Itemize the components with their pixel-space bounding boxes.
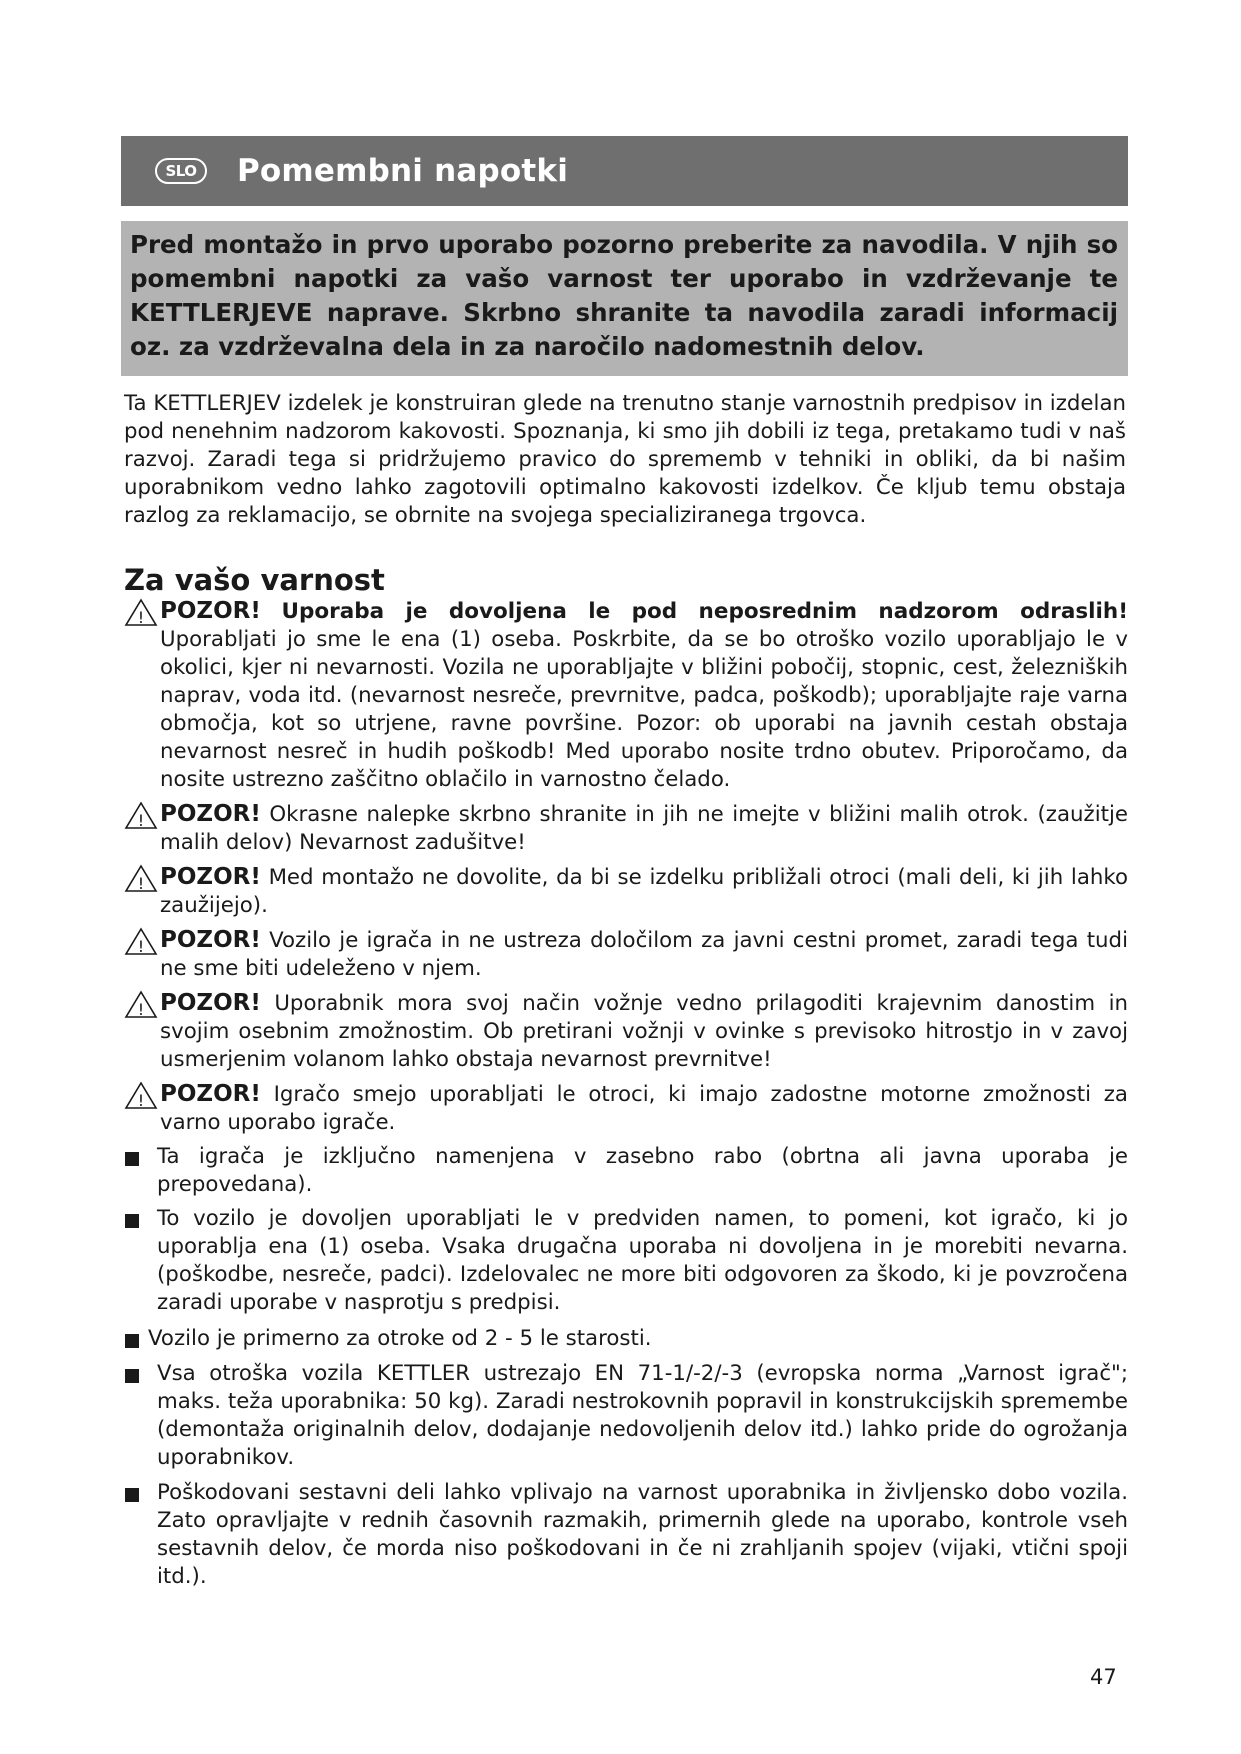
warning-bold-text: Uporaba je dovoljena le pod neposrednim nadzorom odraslih! — [281, 599, 1128, 624]
square-bullet-icon — [125, 1488, 139, 1502]
language-badge: SLO — [155, 158, 207, 184]
page-title: Pomembni napotki — [237, 153, 569, 189]
warning-text: Med montažo ne dovolite, da bi se izdelku približali otroci (mali deli, ki jih lahko zaužijejo). — [160, 865, 1128, 918]
intro-text: Pred montažo in prvo uporabo pozorno preberite za navodila. V njih so pomembni napotki za vašo varnost ter uporabo in vzdrževanje te KETTLERJEVE naprave. Skrbno shranite ta navodila zaradi informacij oz. za vzdrževalna dela in za naročilo nadomestnih delov. — [130, 230, 1118, 361]
warning-label: POZOR! — [160, 1081, 261, 1107]
warning-item — [124, 800, 1128, 857]
page-number: 47 — [1090, 1665, 1117, 1689]
svg-text:!: ! — [137, 1091, 145, 1110]
header-banner — [121, 136, 1128, 206]
warning-label: POZOR! — [160, 864, 261, 890]
square-bullet-icon — [125, 1214, 139, 1228]
warning-text: Okrasne nalepke skrbno shranite in jih ne imejte v bližini malih otrok. (zaužitje malih delov) Nevarnost zadušitve! — [160, 802, 1128, 855]
bullet-item — [124, 1143, 1128, 1199]
warning-triangle-icon — [124, 863, 158, 893]
svg-text:!: ! — [137, 608, 145, 627]
svg-text:!: ! — [137, 811, 145, 830]
square-bullet-icon — [125, 1152, 139, 1166]
bullet-text: To vozilo je dovoljen uporabljati le v predviden namen, to pomeni, kot igračo, ki jo uporablja ena (1) oseba. Vsaka drugačna uporaba ni dovoljena in je morebiti nevarna. (poškodbe, nesreče, padci). Izdelovalec ne more biti odgovoren za škodo, ki je povzročena zaradi uporabe v nasprotju s predpisi. — [157, 1206, 1128, 1315]
svg-text:!: ! — [137, 937, 145, 956]
bullet-item — [124, 1360, 1128, 1472]
warning-triangle-icon — [124, 926, 158, 956]
bullet-text: Vsa otroška vozila KETTLER ustrezajo EN 71-1/-2/-3 (evropska norma „Varnost igrač"; maks. teža uporabnika: 50 kg). Zaradi nestrokovnih popravil in konstrukcijskih spremembe (demontaža originalnih delov, dodajanje nedovoljenih delov itd.) lahko pride do ogrožanja uporabnikov. — [157, 1361, 1128, 1470]
warning-item — [124, 989, 1128, 1074]
bullet-text: Poškodovani sestavni deli lahko vplivajo na varnost uporabnika in življensko dobo vozila. Zato opravljajte v rednih časovnih razmakih, primernih glede na uporabo, kontrole vseh sestavnih delov, če morda niso poškodovani in če ni zrahljanih spojev (vijaki, vtični spoji itd.). — [157, 1480, 1128, 1589]
warning-triangle-icon — [124, 989, 158, 1019]
bullet-text: Vozilo je primerno za otroke od 2 - 5 le starosti. — [148, 1326, 652, 1351]
square-bullet-icon — [125, 1369, 139, 1383]
warning-label: POZOR! — [160, 598, 261, 624]
svg-text:!: ! — [137, 1000, 145, 1019]
warning-item — [124, 863, 1128, 920]
bullet-item — [124, 1479, 1128, 1591]
warning-item — [124, 1080, 1128, 1137]
warning-label: POZOR! — [160, 801, 261, 827]
bullet-item — [124, 1325, 1128, 1353]
warning-item — [124, 597, 1128, 794]
warning-label: POZOR! — [160, 990, 261, 1016]
warning-label: POZOR! — [160, 927, 261, 953]
square-bullet-icon — [125, 1334, 139, 1348]
warning-text: Vozilo je igrača in ne ustreza določilom za javni cestni promet, zaradi tega tudi ne sme biti udeleženo v njem. — [160, 928, 1128, 981]
intro-box — [121, 221, 1128, 376]
warning-item — [124, 926, 1128, 983]
warning-triangle-icon — [124, 597, 158, 627]
warning-triangle-icon — [124, 800, 158, 830]
warning-text: Uporabnik mora svoj način vožnje vedno prilagoditi krajevnim danostim in svojim osebnim zmožnostim. Ob pretirani vožnji v ovinke s previsoko hitrostjo in v zavoj usmerjenim volanom lahko obstaja nevarnost prevrnitve! — [160, 991, 1128, 1072]
warning-triangle-icon — [124, 1080, 158, 1110]
section-title: Za vašo varnost — [124, 563, 385, 597]
svg-text:!: ! — [137, 874, 145, 893]
warning-text: Uporabljati jo sme le ena (1) oseba. Poskrbite, da se bo otroško vozilo uporabljajo le v okolici, kjer ni nevarnosti. Vozila ne uporabljajte v bližini pobočij, stopnic, cest, železniških naprav, voda itd. (nevarnost nesreče, prevrnitve, padca, poškodb); uporabljajte raje varna območja, kot so utrjene, ravne površine. Pozor: ob uporabi na javnih cestah obstaja nevarnost nesreč in hudih poškodb! Med uporabo nosite trdno obutev. Priporočamo, da nosite ustrezno zaščitno oblačilo in varnostno čelado. — [160, 627, 1128, 792]
intro-paragraph: Ta KETTLERJEV izdelek je konstruiran glede na trenutno stanje varnostnih predpisov in izdelan pod nenehnim nadzorom kakovosti. Spoznanja, ki smo jih dobili iz tega, pretakamo tudi v naš razvoj. Zaradi tega si pridržujemo pravico do sprememb v tehniki in obliki, da bi našim uporabnikom vedno lahko zagotovili optimalno kakovosti izdelkov. Če kljub temu obstaja razlog za reklamacijo, se obrnite na svojega specializiranega trgovca. — [124, 391, 1126, 528]
bullet-text: Ta igrača je izključno namenjena v zasebno rabo (obrtna ali javna uporaba je prepovedana). — [157, 1144, 1128, 1197]
bullet-item — [124, 1205, 1128, 1317]
warning-text: Igračo smejo uporabljati le otroci, ki imajo zadostne motorne zmožnosti za varno uporabo igrače. — [160, 1082, 1128, 1135]
